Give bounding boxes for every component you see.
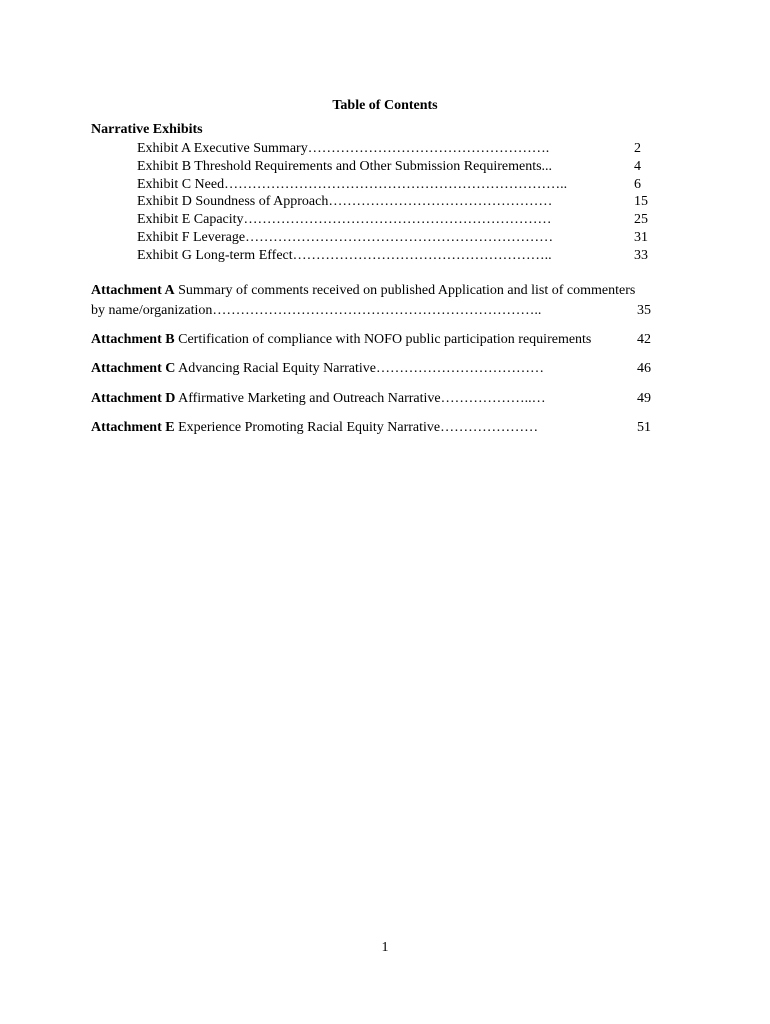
attachment-name: Attachment A: [91, 283, 175, 298]
toc-entry-label: Exhibit D Soundness of Approach…………………………………………: [137, 194, 553, 210]
toc-entry-label: Exhibit E Capacity…………………………………………………………: [137, 212, 552, 228]
toc-entry-attachment-d: [91, 389, 691, 409]
toc-entry-attachment-c: [91, 359, 691, 379]
toc-entry-label: Exhibit A Executive Summary…………………………………………….: [137, 141, 550, 156]
narrative-exhibits-heading: Narrative Exhibits: [91, 122, 203, 137]
toc-entry-attachment-b: [91, 330, 691, 350]
page-number: 1: [381, 940, 389, 955]
toc-entry-page: 4: [634, 158, 641, 174]
toc-entry-page: 46: [637, 361, 651, 376]
toc-title: Table of Contents: [332, 98, 438, 113]
toc-entry-label: Exhibit C Need………………………………………………………………..: [137, 176, 568, 192]
toc-entry-exhibit-b: [137, 158, 657, 176]
toc-entry-page: 15: [634, 194, 648, 210]
toc-entry-attachment-a: [91, 281, 691, 321]
toc-entry-exhibit-d: [137, 193, 657, 211]
toc-entry-exhibit-g: [137, 247, 657, 265]
toc-entry-page: 42: [637, 332, 651, 347]
exhibit-list: [137, 140, 657, 265]
attachment-text: Advancing Racial Equity Narrative………………………………: [178, 361, 544, 376]
toc-entry-exhibit-f: [137, 229, 657, 247]
attachment-text-continued: by name/organization……………………………………………………………..: [91, 303, 542, 318]
toc-entry-page: 35: [637, 303, 651, 318]
attachment-name: Attachment C: [91, 361, 176, 376]
toc-entry-exhibit-a: [137, 140, 657, 158]
toc-entry-page: 51: [637, 420, 651, 435]
attachment-text: Affirmative Marketing and Outreach Narrative………………..…: [178, 391, 546, 406]
attachment-name: Attachment D: [91, 391, 176, 406]
toc-entry-page: 6: [634, 176, 641, 192]
attachment-text: Experience Promoting Racial Equity Narrative…………………: [178, 420, 539, 435]
attachment-text: Certification of compliance with NOFO public participation requirements: [178, 332, 592, 347]
toc-entry-page: 25: [634, 212, 648, 228]
toc-entry-page: 49: [637, 391, 651, 406]
toc-entry-page: 2: [634, 141, 641, 156]
attachment-name: Attachment B: [91, 332, 175, 347]
toc-entry-exhibit-e: [137, 211, 657, 229]
attachment-text: Summary of comments received on published Application and list of commenters: [178, 283, 636, 298]
toc-entry-label: Exhibit F Leverage…………………………………………………………: [137, 229, 554, 245]
toc-entry-label: Exhibit B Threshold Requirements and Other Submission Requirements...: [137, 158, 553, 174]
toc-entry-page: 31: [634, 229, 648, 245]
toc-entry-page: 33: [634, 247, 648, 263]
toc-entry-exhibit-c: [137, 176, 657, 194]
attachment-name: Attachment E: [91, 420, 175, 435]
toc-entry-attachment-e: [91, 418, 691, 438]
toc-entry-label: Exhibit G Long-term Effect………………………………………………..: [137, 247, 552, 263]
